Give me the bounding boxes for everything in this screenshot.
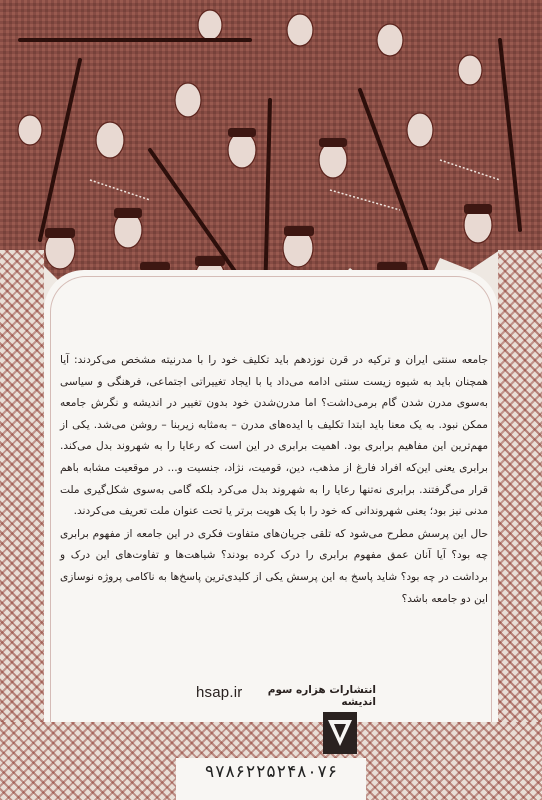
isbn-number: ۹۷۸۶۲۲۵۲۴۸۰۷۶	[204, 762, 338, 782]
historical-group-photo	[0, 0, 542, 300]
blurb-paragraph-2: حال این پرسش مطرح می‌شود که تلقی جریان‌های متفاوت فکری در این جامعه از مفهوم برابری چه بود؟ آیا آنان عمق مفهوم برابری را درک کرده بودند؟ شباهت‌ها و تفاوت‌های این درک و برداشت در چه بود؟ شاید پاسخ به این پرسش یکی از کلیدی‌ترین پاسخ‌ها به ناکامی پروژه نوسازی این دو جامعه باشد؟	[60, 527, 488, 605]
isbn-box	[176, 758, 366, 800]
publisher-logo-icon	[323, 712, 357, 754]
blurb-text	[60, 350, 488, 611]
publisher-name: انتشارات هزاره سوم اندیشه	[267, 684, 376, 708]
blurb-paragraph-1: جامعه سنتی ایران و ترکیه در قرن نوزدهم باید تکلیف خود را با مدرنیته مشخص می‌کردند: آیا همچنان باید به شیوه زیست سنتی ادامه می‌داد یا با ایجاد تغییراتی اجتماعی، فرهنگی و سیاسی به‌سوی مدرن شدن گام برمی‌داشت؟ اما مدرن‌شدن خود بدون تغییر در اندیشه و نگرش جامعه ممکن نبود. به یک معنا باید ابتدا تکلیف با ایده‌های مدرن – به‌مثابه زیربنا – روشن می‌شد. یکی از مهم‌ترین این مفاهیم برابری بود. اهمیت برابری در این است که رعایا را به شهروند بدل می‌کند. برابری یعنی این‌که افراد فارغ از مذهب، دین، قومیت، نژاد، جنسیت و... در موقعیت مشابه باهم قرار می‌گرفتند. برابری نه‌تنها رعایا را به شهروند بدل می‌کرد بلکه گامی به‌سوی شکل‌گیری ملت مدنی نیز بود؛ یعنی شهروندانی که خود را با یک هویت برتر یا تحت عنوان ملت تعریف می‌کردند.	[60, 354, 488, 518]
publisher-website: hsap.ir	[196, 684, 243, 701]
ornament-border-right	[498, 250, 542, 800]
publisher-line	[196, 682, 376, 706]
ornament-border-left	[0, 250, 44, 800]
